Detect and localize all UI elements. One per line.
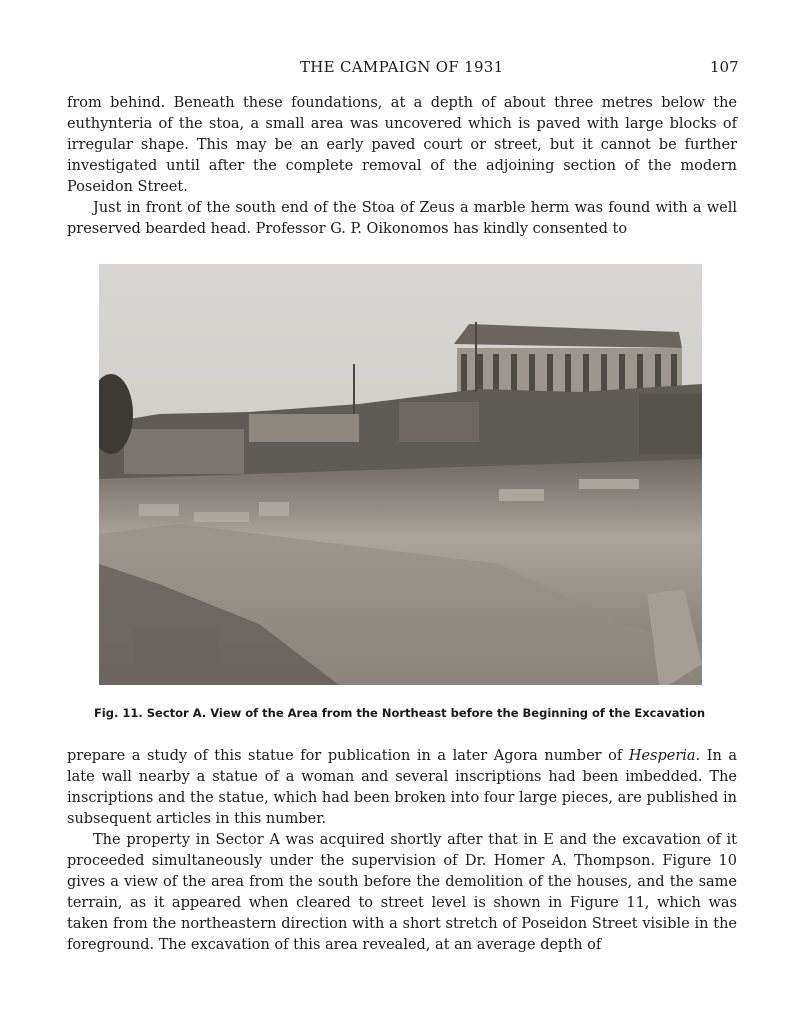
paragraph-text: prepare a study of this statue for publication in a later Agora number of <box>67 748 623 764</box>
page-number: 107 <box>710 58 739 76</box>
paragraph <box>67 746 737 830</box>
text-block-bottom <box>67 746 737 956</box>
temple <box>454 324 682 396</box>
excavation-photo <box>99 264 702 685</box>
journal-title: Hesperia. <box>628 748 701 764</box>
running-head-title: THE CAMPAIGN OF 1931 <box>300 58 504 76</box>
paragraph: Just in front of the south end of the Stoa of Zeus a marble herm was found with a well preserved bearded head. Professor G. P. Oikonomos has kindly consented to <box>67 200 737 237</box>
paragraph: from behind. Beneath these foundations, at a depth of about three metres below the euthynteria of the stoa, a small area was uncovered which is paved with large blocks of irregular shape. This may be an early paved court or street, but it cannot be further investigated until after the complete removal of the adjoining section of the modern Poseidon Street. <box>67 95 737 195</box>
paragraph-text: In a late wall nearby a statue of a woman and several inscriptions had been imbedded. The inscriptions and the statue, which had been broken into four large pieces, are published in subsequent articles in this number. <box>67 748 738 827</box>
figure-photograph <box>99 264 702 685</box>
figure-caption: Fig. 11. Sector A. View of the Area from the Northeast before the Beginning of the Excavation <box>93 706 706 720</box>
paragraph: The property in Sector A was acquired shortly after that in E and the excavation of it proceeded simultaneously under the supervision of Dr. Homer A. Thompson. Figure 10 gives a view of the area from the south before the demolition of the houses, and the same terrain, as it appeared when cleared to street level is shown in Figure 11, which was taken from the northeastern direction with a short stretch of Poseidon Street visible in the foreground. The excavation of this area revealed, at an average depth of <box>67 832 737 953</box>
text-block-top <box>67 93 737 240</box>
